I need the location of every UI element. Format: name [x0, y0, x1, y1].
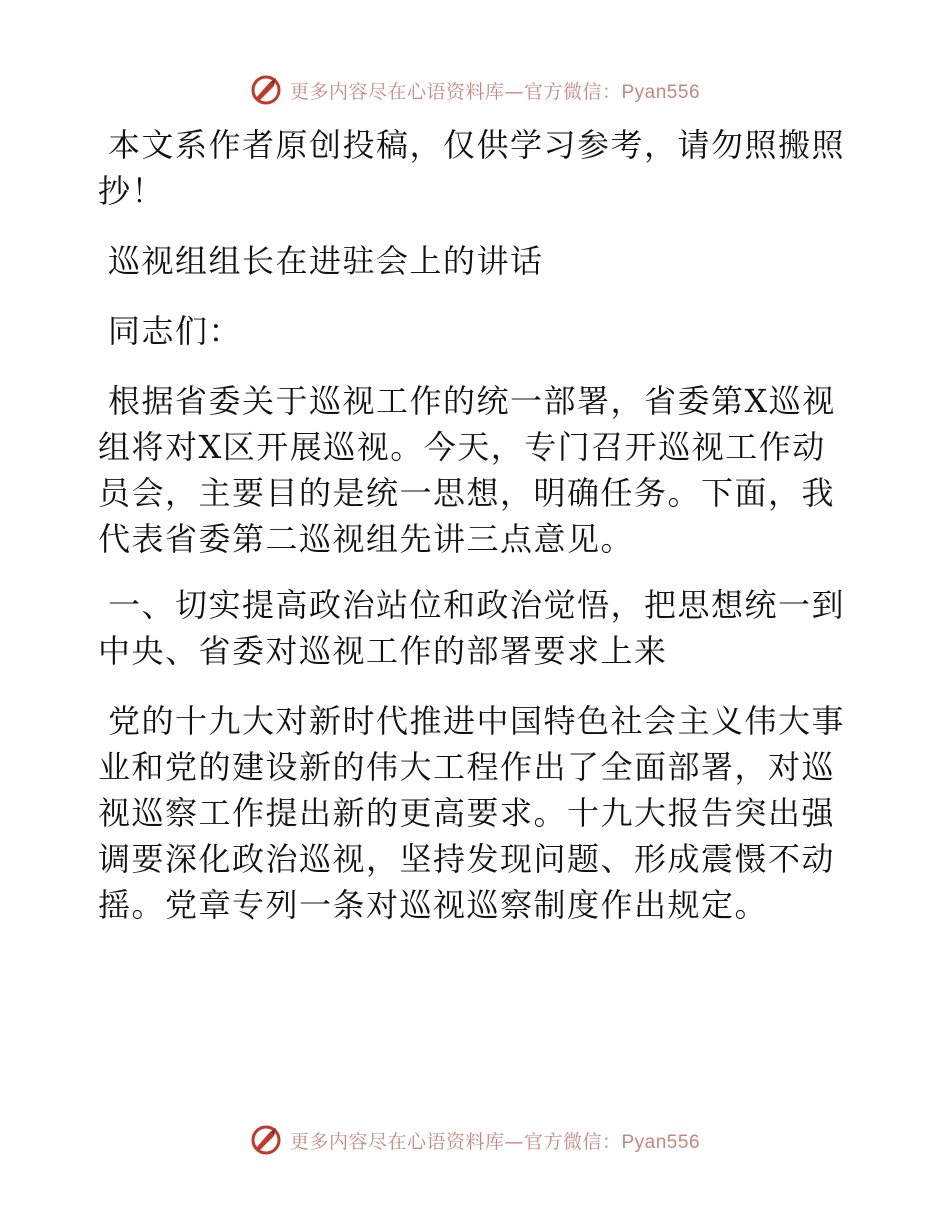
disclaimer-paragraph: 本文系作者原创投稿，仅供学习参考，请勿照搬照抄！ [98, 126, 846, 210]
salutation: 同志们： [108, 312, 243, 350]
banner-text: 更多内容尽在心语资料库—官方微信：Pyan556 [289, 1130, 701, 1153]
wechat-handle: Pyan556 [621, 1131, 701, 1153]
section-heading-1: 一、切实提高政治站位和政治觉悟，把思想统一到中央、省委对巡视工作的部署要求上来 [98, 586, 846, 670]
body-paragraph: 党的十九大对新时代推进中国特色社会主义伟大事业和党的建设新的伟大工程作出了全面部署，对巡视巡察工作提出新的更高要求。十九大报告突出强调要深化政治巡视，坚持发现问题、形成震慑不动摇。党章专列一条对巡视巡察制度作出规定。 [98, 702, 846, 924]
wechat-handle: Pyan556 [621, 81, 701, 103]
banner-text: 更多内容尽在心语资料库—官方微信：Pyan556 [289, 80, 701, 103]
footer-banner [0, 1120, 950, 1160]
document-body [98, 122, 858, 928]
speech-title: 巡视组组长在进驻会上的讲话 [108, 242, 544, 280]
opening-paragraph: 根据省委关于巡视工作的统一部署，省委第X巡视组将对X区开展巡视。今天，专门召开巡视工作动员会，主要目的是统一思想，明确任务。下面，我代表省委第二巡视组先讲三点意见。 [98, 382, 836, 558]
header-banner [0, 70, 950, 110]
quill-pen-logo-icon [250, 1124, 282, 1156]
quill-pen-logo-icon [250, 74, 282, 106]
